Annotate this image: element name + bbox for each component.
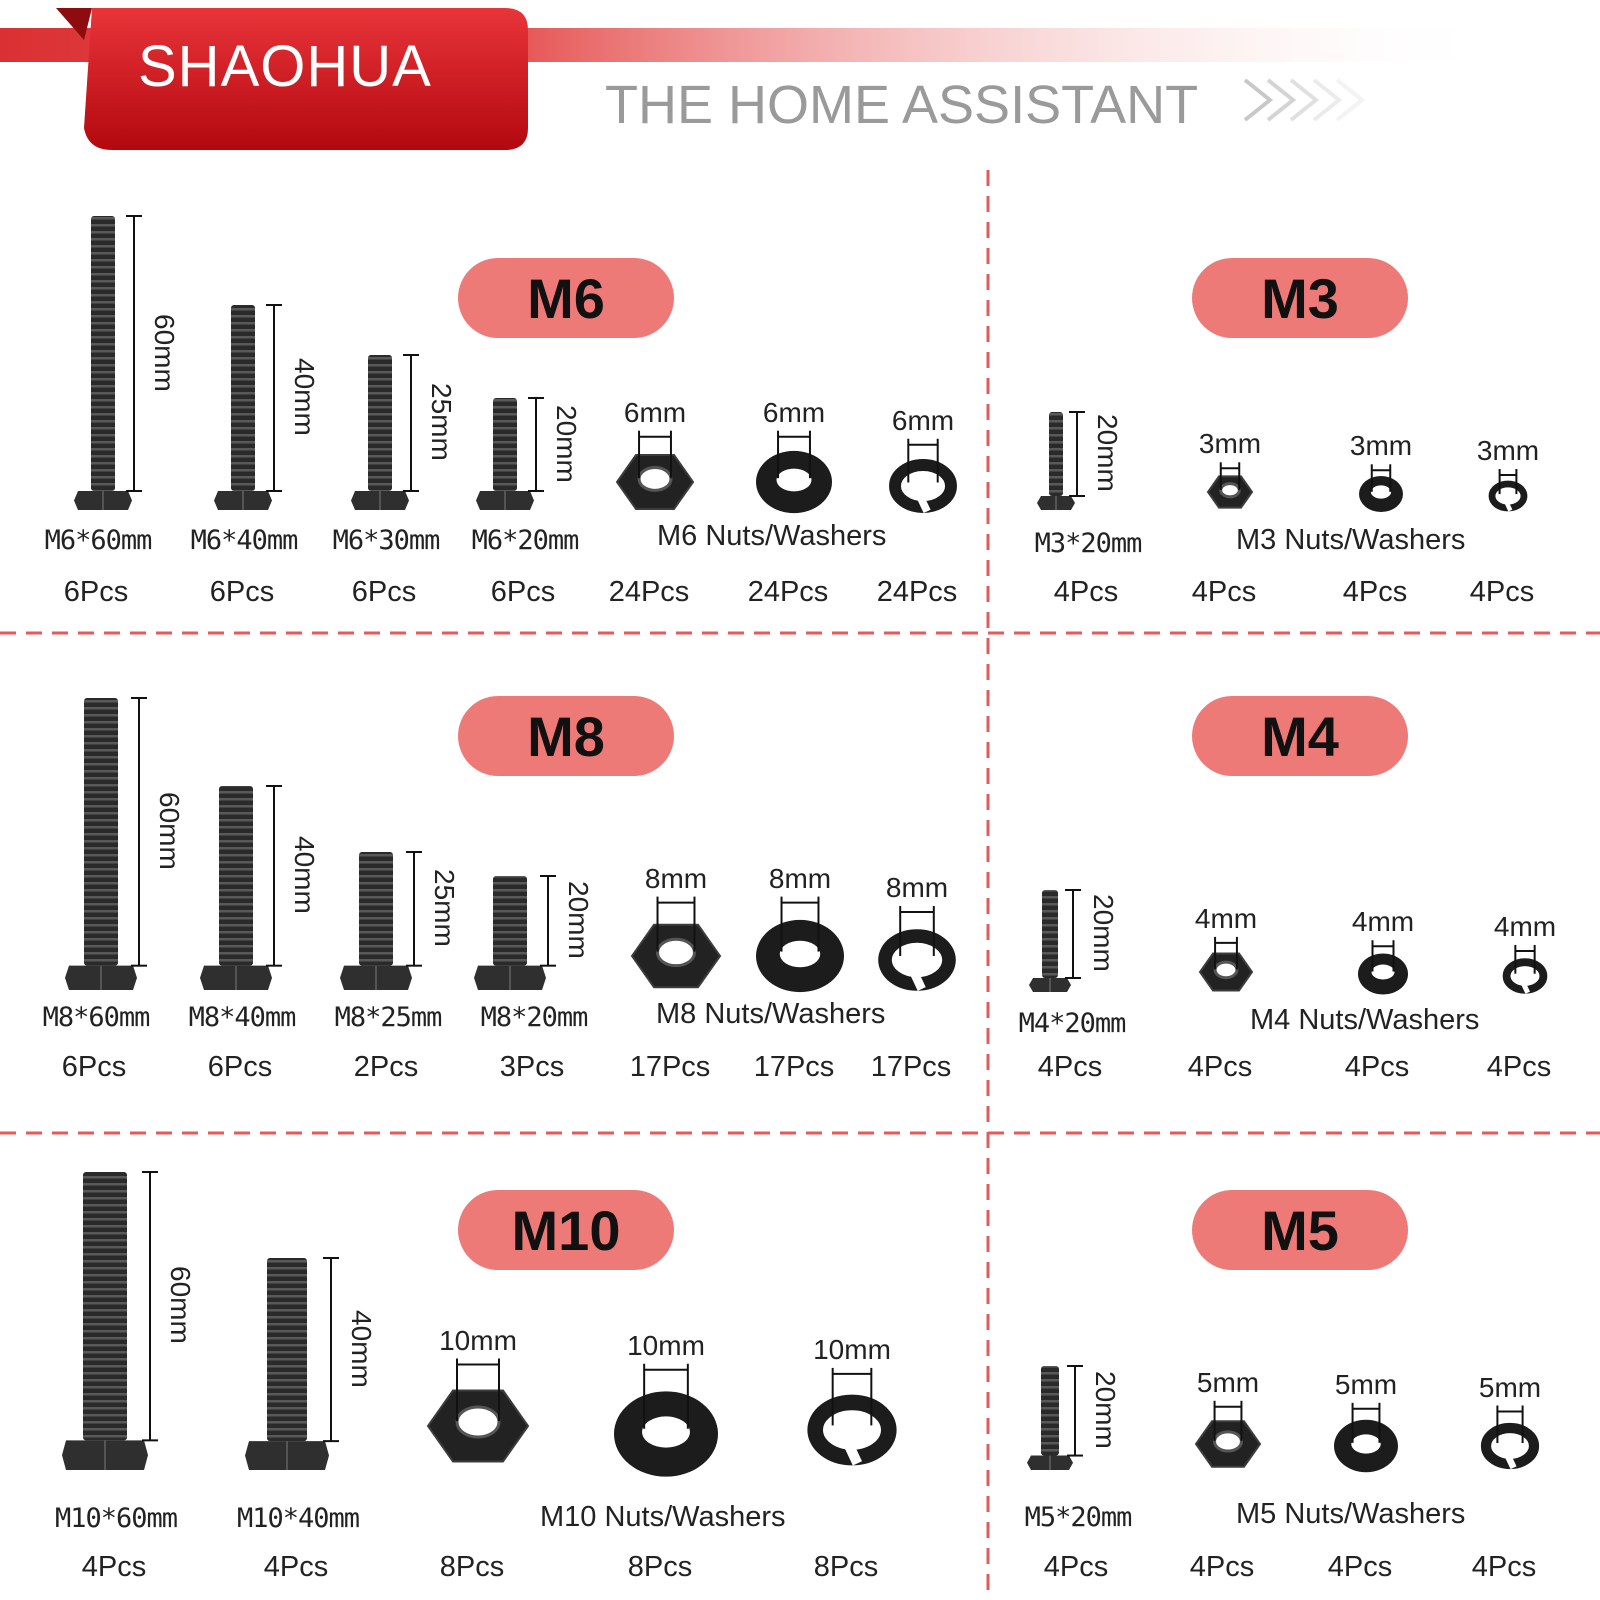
bolt-count: 4Pcs: [81, 1551, 147, 1583]
hardware-count: 4Pcs: [1189, 1551, 1255, 1583]
hardware-size-label: 5mm: [1334, 1368, 1398, 1400]
size-badge-m4: M4: [1192, 696, 1408, 776]
bolt-icon: [476, 398, 534, 510]
bolt-icon: [74, 216, 132, 510]
hardware-size-label: 10mm: [813, 1333, 891, 1365]
bolt-length-label: 40mm: [346, 1309, 377, 1388]
bolt-name: M6*30mm: [332, 525, 440, 556]
nuts-washers-label: M4 Nuts/Washers: [1250, 1004, 1480, 1036]
bolt-icon: [474, 876, 546, 990]
bolt-name: M6*40mm: [190, 525, 298, 556]
bolt-length-label: 20mm: [1088, 894, 1119, 972]
hardware-size-label: 8mm: [885, 872, 949, 903]
hardware-count: 4Pcs: [1342, 576, 1408, 608]
bolt-icon: [1029, 890, 1071, 992]
hardware-size-label: 6mm: [891, 404, 955, 436]
flat-washer-icon: [1359, 476, 1403, 512]
bolt-name: M3*20mm: [1034, 528, 1142, 559]
hardware-size-label: 5mm: [1196, 1366, 1260, 1398]
bolt-icon: [65, 698, 137, 990]
bolt-name: M8*25mm: [334, 1002, 442, 1033]
hex-nut-icon: [1196, 1421, 1260, 1466]
length-dimension-line: [126, 216, 142, 491]
bolt-icon: [200, 786, 272, 990]
bolt-length-label: 40mm: [289, 835, 320, 914]
length-dimension-line: [406, 852, 422, 966]
bolt-name: M6*60mm: [44, 525, 152, 556]
spring-washer-icon: [885, 936, 949, 991]
nuts-washers-label: M10 Nuts/Washers: [540, 1501, 786, 1533]
length-dimension-line: [1065, 890, 1081, 978]
size-badge-m10: M10: [458, 1190, 674, 1270]
hardware-count: 4Pcs: [1471, 1551, 1537, 1583]
bolt-length-label: 25mm: [426, 383, 457, 461]
bolt-count: 6Pcs: [209, 576, 275, 608]
bolt-count: 6Pcs: [207, 1051, 273, 1083]
hardware-size-label: 10mm: [627, 1329, 705, 1361]
spring-washer-icon: [815, 1402, 889, 1465]
bolt-count: 4Pcs: [1043, 1551, 1109, 1583]
chevron-arrows-icon: [1245, 80, 1362, 120]
bolt-icon: [340, 852, 412, 990]
length-dimension-line: [131, 698, 147, 966]
hardware-size-label: 3mm: [1349, 430, 1413, 462]
bolt-count: 6Pcs: [63, 576, 129, 608]
hex-nut-icon: [428, 1391, 528, 1462]
bolt-length-label: 20mm: [563, 880, 594, 959]
bolt-count: 4Pcs: [263, 1551, 329, 1583]
bolt-length-label: 20mm: [1092, 414, 1123, 492]
hardware-size-label: 3mm: [1198, 428, 1262, 460]
length-dimension-line: [540, 876, 556, 966]
length-dimension-line: [142, 1172, 158, 1440]
nuts-washers-label: M3 Nuts/Washers: [1236, 524, 1466, 556]
hex-nut-icon: [1200, 954, 1252, 991]
flat-washer-icon: [756, 451, 832, 513]
spring-washer-icon: [1486, 1428, 1534, 1469]
hardware-size-label: 5mm: [1478, 1371, 1542, 1403]
size-badge-m8: M8: [458, 696, 674, 776]
hex-nut-icon: [1208, 476, 1252, 507]
hardware-count: 17Pcs: [629, 1051, 711, 1083]
nuts-washers-label: M6 Nuts/Washers: [657, 520, 887, 552]
size-badge-m3: M3: [1192, 258, 1408, 338]
bolt-name: M8*40mm: [188, 1002, 296, 1033]
bolt-icon: [351, 355, 409, 510]
hardware-count: 24Pcs: [747, 576, 829, 608]
bolt-count: 3Pcs: [499, 1051, 565, 1083]
length-dimension-line: [1069, 412, 1085, 496]
bolt-name: M10*40mm: [236, 1503, 360, 1534]
hardware-count: 17Pcs: [870, 1051, 952, 1083]
bolt-icon: [214, 305, 272, 510]
length-dimension-line: [1067, 1366, 1083, 1456]
bolt-count: 4Pcs: [1053, 576, 1119, 608]
bolt-icon: [62, 1172, 148, 1470]
hardware-count: 4Pcs: [1327, 1551, 1393, 1583]
hex-nut-icon: [632, 925, 720, 987]
bolt-length-label: 20mm: [551, 404, 582, 483]
flat-washer-icon: [1358, 954, 1408, 995]
hardware-size-label: 4mm: [1194, 902, 1258, 934]
bolt-length-label: 20mm: [1090, 1370, 1121, 1449]
hardware-size-label: 6mm: [623, 396, 687, 428]
hex-nut-icon: [617, 455, 693, 509]
flat-washer-icon: [614, 1391, 718, 1476]
hardware-size-label: 8mm: [644, 862, 708, 894]
bolt-count: 2Pcs: [353, 1051, 419, 1083]
bolt-name: M10*60mm: [54, 1503, 178, 1534]
bolt-name: M4*20mm: [1018, 1008, 1126, 1039]
hardware-count: 8Pcs: [439, 1551, 505, 1583]
hardware-count: 4Pcs: [1469, 576, 1535, 608]
bolt-name: M8*60mm: [42, 1002, 150, 1033]
bolt-name: M8*20mm: [480, 1002, 588, 1033]
bolt-icon: [245, 1258, 329, 1470]
bolt-length-label: 60mm: [149, 313, 180, 392]
hardware-count: 4Pcs: [1191, 576, 1257, 608]
hardware-count: 4Pcs: [1344, 1051, 1410, 1083]
bolt-length-label: 60mm: [154, 791, 185, 870]
length-dimension-line: [528, 398, 544, 491]
hardware-count: 17Pcs: [753, 1051, 835, 1083]
length-dimension-line: [266, 305, 282, 491]
hardware-size-label: 4mm: [1351, 906, 1415, 938]
hardware-size-label: 3mm: [1476, 435, 1540, 466]
length-dimension-line: [323, 1258, 339, 1441]
bolt-length-label: 25mm: [429, 868, 460, 947]
hardware-count: 8Pcs: [813, 1551, 879, 1583]
nuts-washers-label: M5 Nuts/Washers: [1236, 1498, 1466, 1530]
hardware-count: 8Pcs: [627, 1551, 693, 1583]
length-dimension-line: [403, 355, 419, 491]
nuts-washers-label: M8 Nuts/Washers: [656, 998, 886, 1030]
bolt-count: 6Pcs: [490, 576, 556, 608]
bolt-length-label: 40mm: [289, 358, 320, 436]
bolt-length-label: 60mm: [165, 1266, 196, 1344]
hardware-size-label: 8mm: [768, 862, 832, 894]
flat-washer-icon: [756, 920, 844, 992]
hardware-count: 4Pcs: [1187, 1051, 1253, 1083]
bolt-icon: [1027, 1366, 1073, 1470]
length-dimension-line: [266, 786, 282, 966]
flat-washer-icon: [1334, 1420, 1398, 1472]
hardware-count: 4Pcs: [1486, 1051, 1552, 1083]
bolt-count: 4Pcs: [1037, 1051, 1103, 1083]
spring-washer-icon: [1492, 484, 1524, 511]
spring-washer-icon: [895, 465, 951, 513]
bolt-name: M5*20mm: [1024, 1502, 1132, 1533]
hardware-size-label: 10mm: [439, 1324, 517, 1356]
hardware-count: 24Pcs: [876, 576, 958, 608]
bolt-count: 6Pcs: [351, 576, 417, 608]
hardware-size-label: 4mm: [1493, 910, 1557, 942]
hardware-count: 24Pcs: [608, 576, 690, 608]
tagline: THE HOME ASSISTANT: [605, 75, 1199, 135]
bolt-count: 6Pcs: [61, 1051, 127, 1083]
spring-washer-icon: [1507, 962, 1544, 994]
brand-name: SHAOHUA: [138, 34, 432, 99]
size-badge-m6: M6: [458, 258, 674, 338]
hardware-size-label: 6mm: [762, 396, 826, 428]
bolt-name: M6*20mm: [471, 525, 579, 556]
size-badge-m5: M5: [1192, 1190, 1408, 1270]
